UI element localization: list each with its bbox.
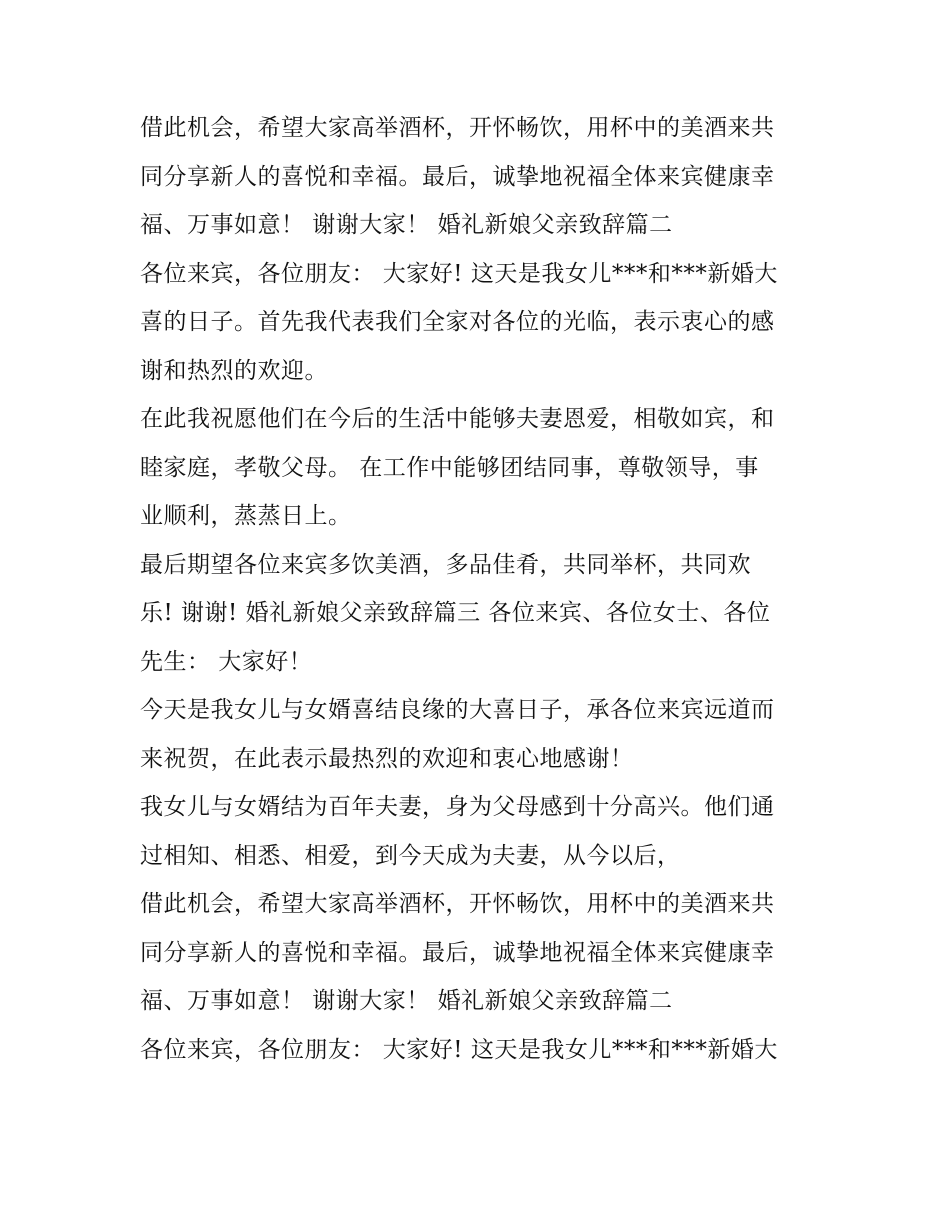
text-line: 借此机会，希望大家高举酒杯，开怀畅饮，用杯中的美酒来共 [140, 891, 775, 917]
text-line: 谢和热烈的欢迎。 [140, 357, 328, 384]
text-line: 最后期望各位来宾多饮美酒，多品佳肴，共同举杯，共同欢 [140, 551, 751, 578]
text-line: 在此我祝愿他们在今后的生活中能够夫妻恩爱，相敬如宾，和 [140, 406, 775, 432]
text-line: 我女儿与女婿结为百年夫妻，身为父母感到十分高兴。他们通 [140, 794, 775, 820]
text-line: 喜的日子。首先我代表我们全家对各位的光临，表示衷心的感 [140, 309, 775, 335]
text-line: 借此机会，希望大家高举酒杯，开怀畅饮，用杯中的美酒来共 [140, 115, 775, 141]
text-line: 来祝贺，在此表示最热烈的欢迎和衷心地感谢！ [140, 745, 634, 772]
text-line: 同分享新人的喜悦和幸福。最后，诚挚地祝福全体来宾健康幸 [140, 163, 775, 190]
text-line: 福、万事如意！ 谢谢大家！ 婚礼新娘父亲致辞篇二 [140, 988, 673, 1014]
text-line: 同分享新人的喜悦和幸福。最后，诚挚地祝福全体来宾健康幸 [140, 939, 775, 966]
text-line: 各位来宾，各位朋友： 大家好! 这天是我女儿***和***新婚大 [140, 260, 778, 287]
text-line: 今天是我女儿与女婿喜结良缘的大喜日子，承各位来宾远道而 [140, 697, 775, 723]
text-line: 各位来宾，各位朋友： 大家好! 这天是我女儿***和***新婚大 [140, 1036, 778, 1063]
text-line: 过相知、相悉、相爱，到今天成为夫妻，从今以后， [140, 842, 681, 869]
text-line: 业顺利，蒸蒸日上。 [140, 503, 352, 529]
text-line: 乐! 谢谢! 婚礼新娘父亲致辞篇三 各位来宾、各位女士、各位 [140, 600, 771, 626]
document-body [140, 104, 820, 1074]
text-line: 睦家庭，孝敬父母。 在工作中能够团结同事，尊敬领导，事 [140, 454, 759, 481]
text-line: 先生： 大家好！ [140, 648, 313, 675]
text-line: 福、万事如意！ 谢谢大家！ 婚礼新娘父亲致辞篇二 [140, 212, 673, 238]
